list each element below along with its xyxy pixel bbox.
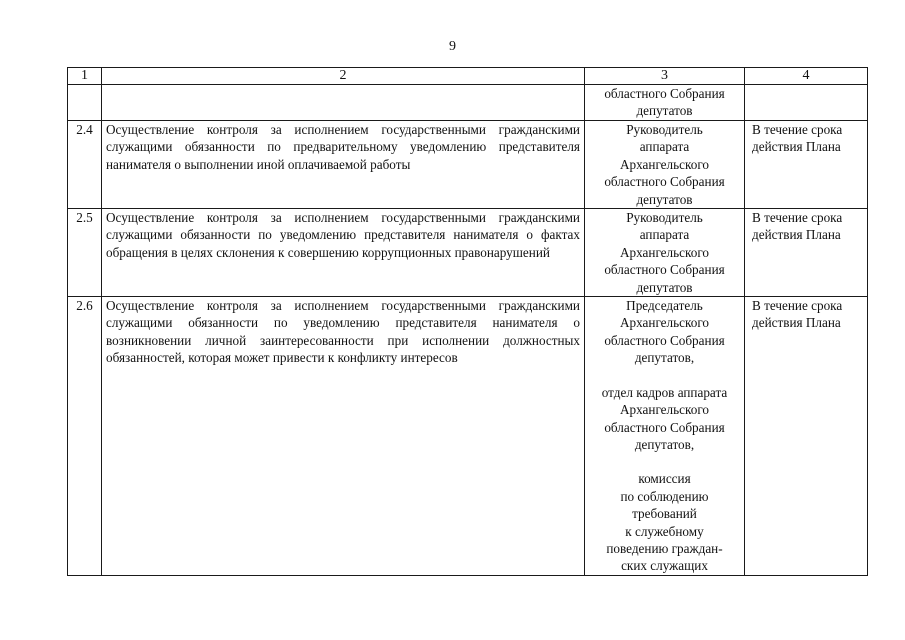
responsible-line: областного Собрания <box>604 86 725 101</box>
table-header-row <box>68 68 868 85</box>
header-col-3: 3 <box>585 68 745 85</box>
responsible-line: к служебному <box>625 523 704 539</box>
responsible-line: по соблюдению <box>620 488 709 504</box>
row-description-cell <box>102 85 585 121</box>
responsible-line: Председатель <box>626 298 703 314</box>
header-col-2: 2 <box>102 68 585 85</box>
row-number-cell <box>68 85 102 121</box>
spacer <box>589 453 740 470</box>
responsible-line: поведению граждан- <box>606 540 723 556</box>
row-term: В течение срока действия Плана <box>745 121 868 209</box>
responsible-line: областного Собрания <box>604 174 725 190</box>
responsible-line: депутатов, <box>634 350 695 366</box>
row-number: 2.5 <box>68 209 102 297</box>
responsible-line: Руководитель <box>626 210 703 226</box>
responsible-line: депутатов <box>636 279 693 295</box>
row-description: Осуществление контроля за исполнением государственными гражданскими служащими обязанности по уведомлению представителя нанимателя о фактах обращения в целях склонения к совершению коррупционных правонарушений <box>102 209 585 297</box>
responsible-line: областного Собрания <box>604 262 725 278</box>
page-number: 9 <box>449 39 456 54</box>
row-responsible <box>585 209 745 297</box>
table-row-continuation <box>68 85 868 121</box>
row-description: Осуществление контроля за исполнением государственными гражданскими служащими обязанности по уведомлению представителя нанимателя о возникновении личной заинтересованности при исполнении должностных обязанностей, которая может привести к конфликту интересов <box>102 297 585 576</box>
row-responsible <box>585 297 745 576</box>
row-description: Осуществление контроля за исполнением государственными гражданскими служащими обязанности по предварительному уведомлению представителя нанимателя о выполнении иной оплачиваемой работы <box>102 121 585 209</box>
row-responsible-cell <box>585 85 745 121</box>
row-term: В течение срока действия Плана <box>745 297 868 576</box>
row-number: 2.4 <box>68 121 102 209</box>
spacer <box>589 367 740 384</box>
table-row <box>68 121 868 209</box>
responsible-line: Архангельского <box>620 244 709 260</box>
table-row <box>68 297 868 576</box>
responsible-line: депутатов <box>636 103 693 119</box>
responsible-line: Архангельского <box>620 156 709 172</box>
responsible-line: депутатов <box>636 191 693 207</box>
responsible-line: Руководитель <box>626 122 703 137</box>
responsible-line: аппарата <box>639 139 690 155</box>
responsible-line: депутатов, <box>634 436 695 452</box>
header-col-4: 4 <box>745 68 868 85</box>
row-term: В течение срока действия Плана <box>745 209 868 297</box>
row-term-cell <box>745 85 868 121</box>
responsible-line: областного Собрания <box>604 332 725 348</box>
responsible-line: ских служащих <box>621 558 708 574</box>
responsible-line: отдел кадров аппарата <box>601 384 728 400</box>
row-number: 2.6 <box>68 297 102 576</box>
row-responsible <box>585 121 745 209</box>
responsible-line: аппарата <box>639 227 690 243</box>
responsible-line: Архангельского <box>620 315 709 331</box>
header-col-1: 1 <box>68 68 102 85</box>
responsible-line: комиссия <box>638 471 691 487</box>
responsible-line: требований <box>632 506 697 522</box>
responsible-line: областного Собрания <box>604 419 725 435</box>
table-row <box>68 209 868 297</box>
responsible-line: Архангельского <box>620 402 709 418</box>
plan-table <box>67 67 868 576</box>
